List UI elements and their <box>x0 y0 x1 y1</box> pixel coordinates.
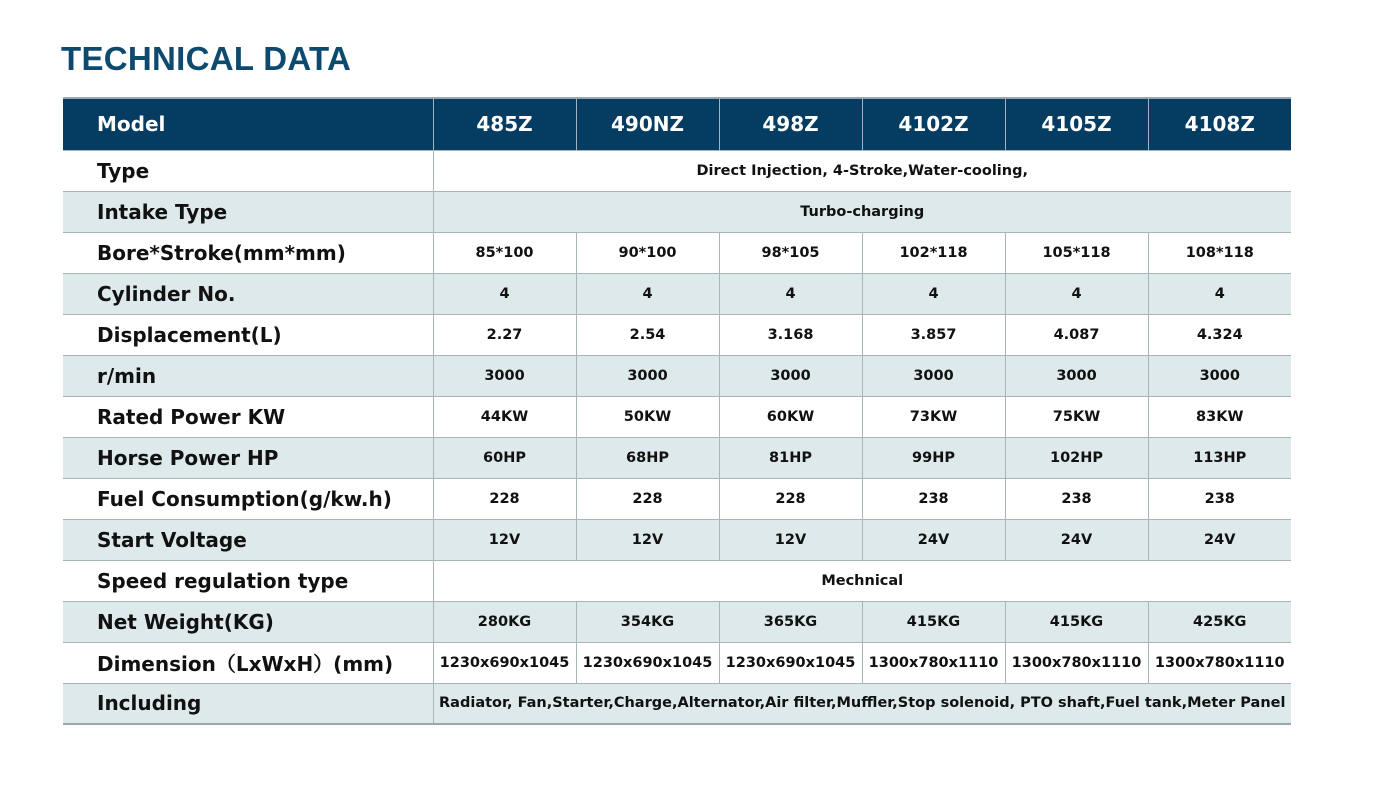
value-cell: 415KG <box>862 601 1005 642</box>
value-cell: 90*100 <box>576 232 719 273</box>
value-cell: 12V <box>433 519 576 560</box>
value-cell: 4 <box>1148 273 1291 314</box>
spanned-value-cell: Radiator, Fan,Starter,Charge,Alternator,Air filter,Muffler,Stop solenoid, PTO shaft,Fuel tank,Meter Panel <box>433 683 1291 724</box>
value-cell: 4 <box>576 273 719 314</box>
row-label: Start Voltage <box>63 519 433 560</box>
row-label: Horse Power HP <box>63 437 433 478</box>
table-row <box>63 560 1291 601</box>
row-label: Bore*Stroke(mm*mm) <box>63 232 433 273</box>
row-label: Type <box>63 150 433 191</box>
technical-data-table <box>63 97 1291 725</box>
header-model: 4108Z <box>1148 98 1291 150</box>
value-cell: 228 <box>719 478 862 519</box>
value-cell: 228 <box>433 478 576 519</box>
value-cell: 60HP <box>433 437 576 478</box>
row-label: Speed regulation type <box>63 560 433 601</box>
header-model: 485Z <box>433 98 576 150</box>
value-cell: 73KW <box>862 396 1005 437</box>
value-cell: 3000 <box>1148 355 1291 396</box>
table-row <box>63 601 1291 642</box>
value-cell: 105*118 <box>1005 232 1148 273</box>
header-model: 4105Z <box>1005 98 1148 150</box>
value-cell: 1300x780x1110 <box>1005 642 1148 683</box>
header-model: 4102Z <box>862 98 1005 150</box>
value-cell: 3.168 <box>719 314 862 355</box>
row-label: Including <box>63 683 433 724</box>
value-cell: 238 <box>1148 478 1291 519</box>
value-cell: 415KG <box>1005 601 1148 642</box>
value-cell: 238 <box>1005 478 1148 519</box>
table-row <box>63 437 1291 478</box>
header-model-label: Model <box>63 98 433 150</box>
table-row <box>63 478 1291 519</box>
value-cell: 1230x690x1045 <box>576 642 719 683</box>
value-cell: 1230x690x1045 <box>433 642 576 683</box>
row-label: Dimension（LxWxH）(mm) <box>63 642 433 683</box>
table-row <box>63 683 1291 724</box>
table-row <box>63 273 1291 314</box>
row-label: Fuel Consumption(g/kw.h) <box>63 478 433 519</box>
value-cell: 1300x780x1110 <box>1148 642 1291 683</box>
table-row <box>63 191 1291 232</box>
value-cell: 85*100 <box>433 232 576 273</box>
value-cell: 4 <box>862 273 1005 314</box>
page-title: TECHNICAL DATA <box>61 40 352 77</box>
row-label: Net Weight(KG) <box>63 601 433 642</box>
value-cell: 50KW <box>576 396 719 437</box>
value-cell: 24V <box>862 519 1005 560</box>
value-cell: 113HP <box>1148 437 1291 478</box>
table-header-row <box>63 98 1291 150</box>
table-row <box>63 150 1291 191</box>
value-cell: 280KG <box>433 601 576 642</box>
value-cell: 354KG <box>576 601 719 642</box>
value-cell: 102*118 <box>862 232 1005 273</box>
row-label: Cylinder No. <box>63 273 433 314</box>
table-row <box>63 355 1291 396</box>
row-label: r/min <box>63 355 433 396</box>
spanned-value-cell: Direct Injection, 4-Stroke,Water-cooling, <box>433 150 1291 191</box>
value-cell: 2.27 <box>433 314 576 355</box>
header-model: 498Z <box>719 98 862 150</box>
table-row <box>63 642 1291 683</box>
value-cell: 1300x780x1110 <box>862 642 1005 683</box>
value-cell: 4.324 <box>1148 314 1291 355</box>
value-cell: 102HP <box>1005 437 1148 478</box>
value-cell: 108*118 <box>1148 232 1291 273</box>
value-cell: 3000 <box>433 355 576 396</box>
value-cell: 3000 <box>1005 355 1148 396</box>
value-cell: 99HP <box>862 437 1005 478</box>
value-cell: 4.087 <box>1005 314 1148 355</box>
value-cell: 238 <box>862 478 1005 519</box>
spanned-value-cell: Mechnical <box>433 560 1291 601</box>
value-cell: 12V <box>576 519 719 560</box>
value-cell: 68HP <box>576 437 719 478</box>
value-cell: 24V <box>1148 519 1291 560</box>
value-cell: 4 <box>1005 273 1148 314</box>
value-cell: 1230x690x1045 <box>719 642 862 683</box>
value-cell: 4 <box>719 273 862 314</box>
header-model: 490NZ <box>576 98 719 150</box>
row-label: Intake Type <box>63 191 433 232</box>
value-cell: 12V <box>719 519 862 560</box>
value-cell: 425KG <box>1148 601 1291 642</box>
table-row <box>63 396 1291 437</box>
value-cell: 75KW <box>1005 396 1148 437</box>
table-row <box>63 314 1291 355</box>
value-cell: 365KG <box>719 601 862 642</box>
value-cell: 24V <box>1005 519 1148 560</box>
row-label: Rated Power KW <box>63 396 433 437</box>
value-cell: 98*105 <box>719 232 862 273</box>
spanned-value-cell: Turbo-charging <box>433 191 1291 232</box>
table-row <box>63 519 1291 560</box>
value-cell: 3000 <box>862 355 1005 396</box>
value-cell: 228 <box>576 478 719 519</box>
value-cell: 83KW <box>1148 396 1291 437</box>
row-label: Displacement(L) <box>63 314 433 355</box>
value-cell: 3.857 <box>862 314 1005 355</box>
value-cell: 3000 <box>719 355 862 396</box>
value-cell: 81HP <box>719 437 862 478</box>
value-cell: 4 <box>433 273 576 314</box>
value-cell: 44KW <box>433 396 576 437</box>
value-cell: 2.54 <box>576 314 719 355</box>
value-cell: 3000 <box>576 355 719 396</box>
value-cell: 60KW <box>719 396 862 437</box>
table-row <box>63 232 1291 273</box>
